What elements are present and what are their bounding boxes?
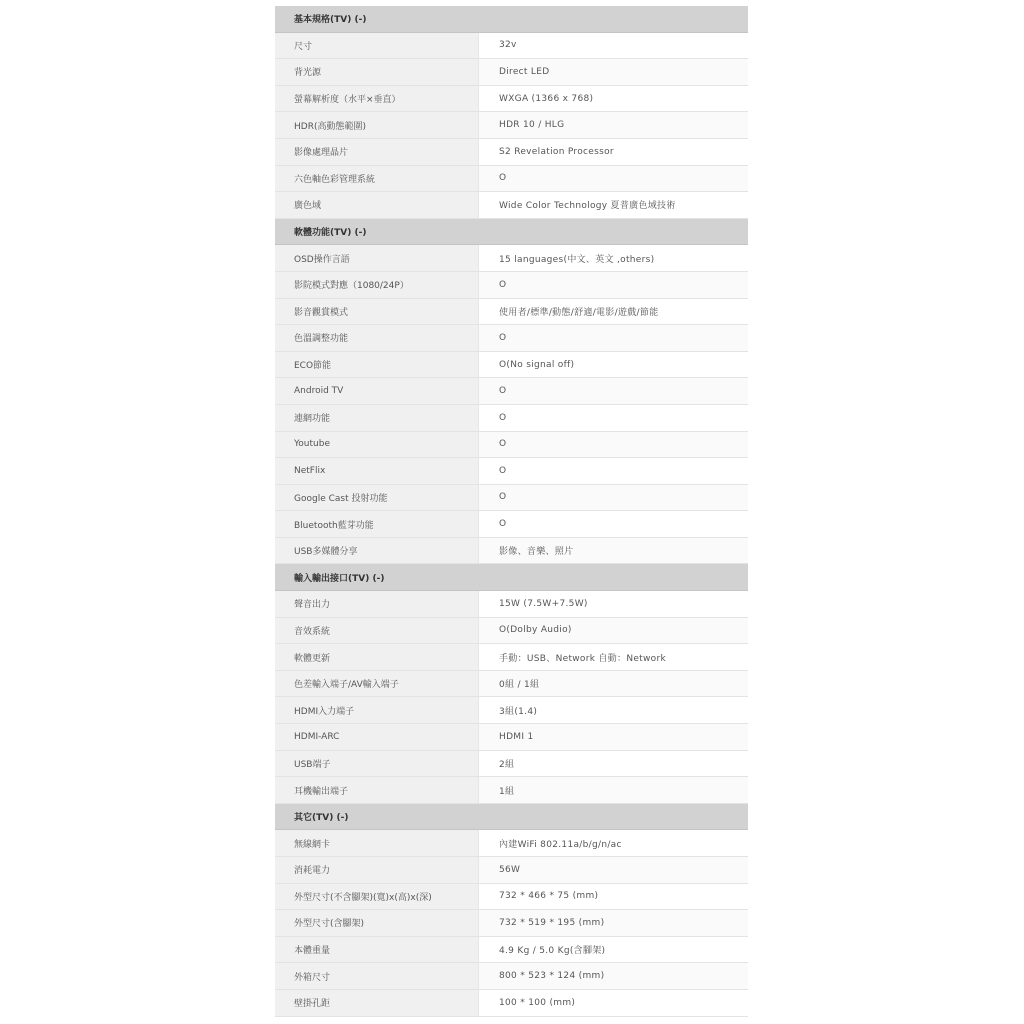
- spec-value: HDMI 1: [479, 724, 748, 750]
- spec-label: USB端子: [275, 751, 479, 777]
- spec-value: 3組(1.4): [479, 697, 748, 723]
- spec-label: 軟體更新: [275, 644, 479, 670]
- spec-label: HDMI入力端子: [275, 697, 479, 723]
- spec-label: HDR(高動態範圍): [275, 112, 479, 138]
- spec-row: [275, 910, 748, 937]
- spec-value: 使用者/標準/動態/舒適/電影/遊戲/節能: [479, 299, 748, 325]
- spec-row: [275, 697, 748, 724]
- spec-row: [275, 245, 748, 272]
- spec-label: 螢幕解析度（水平×垂直）: [275, 86, 479, 112]
- spec-label: 影音觀賞模式: [275, 299, 479, 325]
- spec-row: [275, 139, 748, 166]
- spec-value: HDR 10 / HLG: [479, 112, 748, 138]
- spec-row: [275, 751, 748, 778]
- spec-row: [275, 485, 748, 512]
- spec-row: [275, 59, 748, 86]
- spec-value: O: [479, 432, 748, 458]
- spec-row: [275, 884, 748, 911]
- spec-value: 732 * 519 * 195 (mm): [479, 910, 748, 936]
- spec-row: [275, 511, 748, 538]
- spec-row: [275, 166, 748, 193]
- spec-value: O: [479, 272, 748, 298]
- spec-row: [275, 432, 748, 459]
- spec-label: 本體重量: [275, 937, 479, 963]
- spec-row: [275, 591, 748, 618]
- spec-label: 背光源: [275, 59, 479, 85]
- spec-label: 外箱尺寸: [275, 963, 479, 989]
- spec-value: 0組 / 1組: [479, 671, 748, 697]
- spec-row: [275, 33, 748, 60]
- spec-value: 15W (7.5W+7.5W): [479, 591, 748, 617]
- spec-label: 連網功能: [275, 405, 479, 431]
- spec-label: 尺寸: [275, 33, 479, 59]
- spec-table: [275, 6, 748, 1017]
- spec-label: 影像處理晶片: [275, 139, 479, 165]
- spec-label: HDMI-ARC: [275, 724, 479, 750]
- section-header: 基本規格(TV) (-): [275, 6, 748, 33]
- spec-value: 32v: [479, 33, 748, 59]
- spec-label: 耳機輸出端子: [275, 777, 479, 803]
- spec-label: Bluetooth藍芽功能: [275, 511, 479, 537]
- spec-label: 消耗電力: [275, 857, 479, 883]
- spec-row: [275, 671, 748, 698]
- spec-row: [275, 405, 748, 432]
- spec-row: [275, 538, 748, 565]
- spec-label: NetFlix: [275, 458, 479, 484]
- spec-label: 聲音出力: [275, 591, 479, 617]
- spec-row: [275, 192, 748, 219]
- spec-row: [275, 990, 748, 1017]
- spec-value: O(Dolby Audio): [479, 618, 748, 644]
- spec-row: [275, 378, 748, 405]
- spec-value: Direct LED: [479, 59, 748, 85]
- spec-label: OSD操作言語: [275, 245, 479, 271]
- spec-row: [275, 644, 748, 671]
- spec-row: [275, 963, 748, 990]
- spec-label: ECO節能: [275, 352, 479, 378]
- section-header: 其它(TV) (-): [275, 804, 748, 831]
- spec-label: 外型尺寸(含腳架): [275, 910, 479, 936]
- spec-row: [275, 830, 748, 857]
- spec-value: 15 languages(中文、英文 ,others): [479, 245, 748, 271]
- spec-label: 壁掛孔距: [275, 990, 479, 1016]
- spec-label: Google Cast 投射功能: [275, 485, 479, 511]
- spec-value: 內建WiFi 802.11a/b/g/n/ac: [479, 830, 748, 856]
- spec-label: 影院模式對應（1080/24P）: [275, 272, 479, 298]
- spec-value: O: [479, 485, 748, 511]
- spec-label: 音效系統: [275, 618, 479, 644]
- spec-value: 100 * 100 (mm): [479, 990, 748, 1016]
- spec-value: O: [479, 325, 748, 351]
- spec-value: 56W: [479, 857, 748, 883]
- spec-row: [275, 86, 748, 113]
- section-header: 輸入輸出接口(TV) (-): [275, 564, 748, 591]
- spec-label: 外型尺寸(不含腳架)(寬)x(高)x(深): [275, 884, 479, 910]
- spec-value: O: [479, 458, 748, 484]
- spec-row: [275, 112, 748, 139]
- spec-label: Android TV: [275, 378, 479, 404]
- spec-label: 色差輸入端子/AV輸入端子: [275, 671, 479, 697]
- spec-value: WXGA (1366 x 768): [479, 86, 748, 112]
- spec-label: 廣色域: [275, 192, 479, 218]
- spec-label: Youtube: [275, 432, 479, 458]
- spec-value: 2組: [479, 751, 748, 777]
- spec-row: [275, 777, 748, 804]
- spec-value: O: [479, 511, 748, 537]
- spec-value: Wide Color Technology 夏普廣色域技術: [479, 192, 748, 218]
- spec-label: 無線網卡: [275, 830, 479, 856]
- spec-value: O: [479, 405, 748, 431]
- spec-row: [275, 618, 748, 645]
- spec-row: [275, 937, 748, 964]
- section-header: 軟體功能(TV) (-): [275, 219, 748, 246]
- spec-value: O(No signal off): [479, 352, 748, 378]
- spec-row: [275, 325, 748, 352]
- spec-value: O: [479, 166, 748, 192]
- spec-value: 4.9 Kg / 5.0 Kg(含腳架): [479, 937, 748, 963]
- spec-row: [275, 724, 748, 751]
- spec-value: 732 * 466 * 75 (mm): [479, 884, 748, 910]
- spec-value: 1組: [479, 777, 748, 803]
- spec-label: USB多媒體分享: [275, 538, 479, 564]
- spec-value: 800 * 523 * 124 (mm): [479, 963, 748, 989]
- spec-value: 影像、音樂、照片: [479, 538, 748, 564]
- spec-label: 六色軸色彩管理系統: [275, 166, 479, 192]
- spec-row: [275, 352, 748, 379]
- spec-row: [275, 857, 748, 884]
- spec-row: [275, 272, 748, 299]
- spec-label: 色溫調整功能: [275, 325, 479, 351]
- spec-value: S2 Revelation Processor: [479, 139, 748, 165]
- spec-value: 手動：USB、Network 自動：Network: [479, 644, 748, 670]
- spec-row: [275, 299, 748, 326]
- spec-row: [275, 458, 748, 485]
- spec-value: O: [479, 378, 748, 404]
